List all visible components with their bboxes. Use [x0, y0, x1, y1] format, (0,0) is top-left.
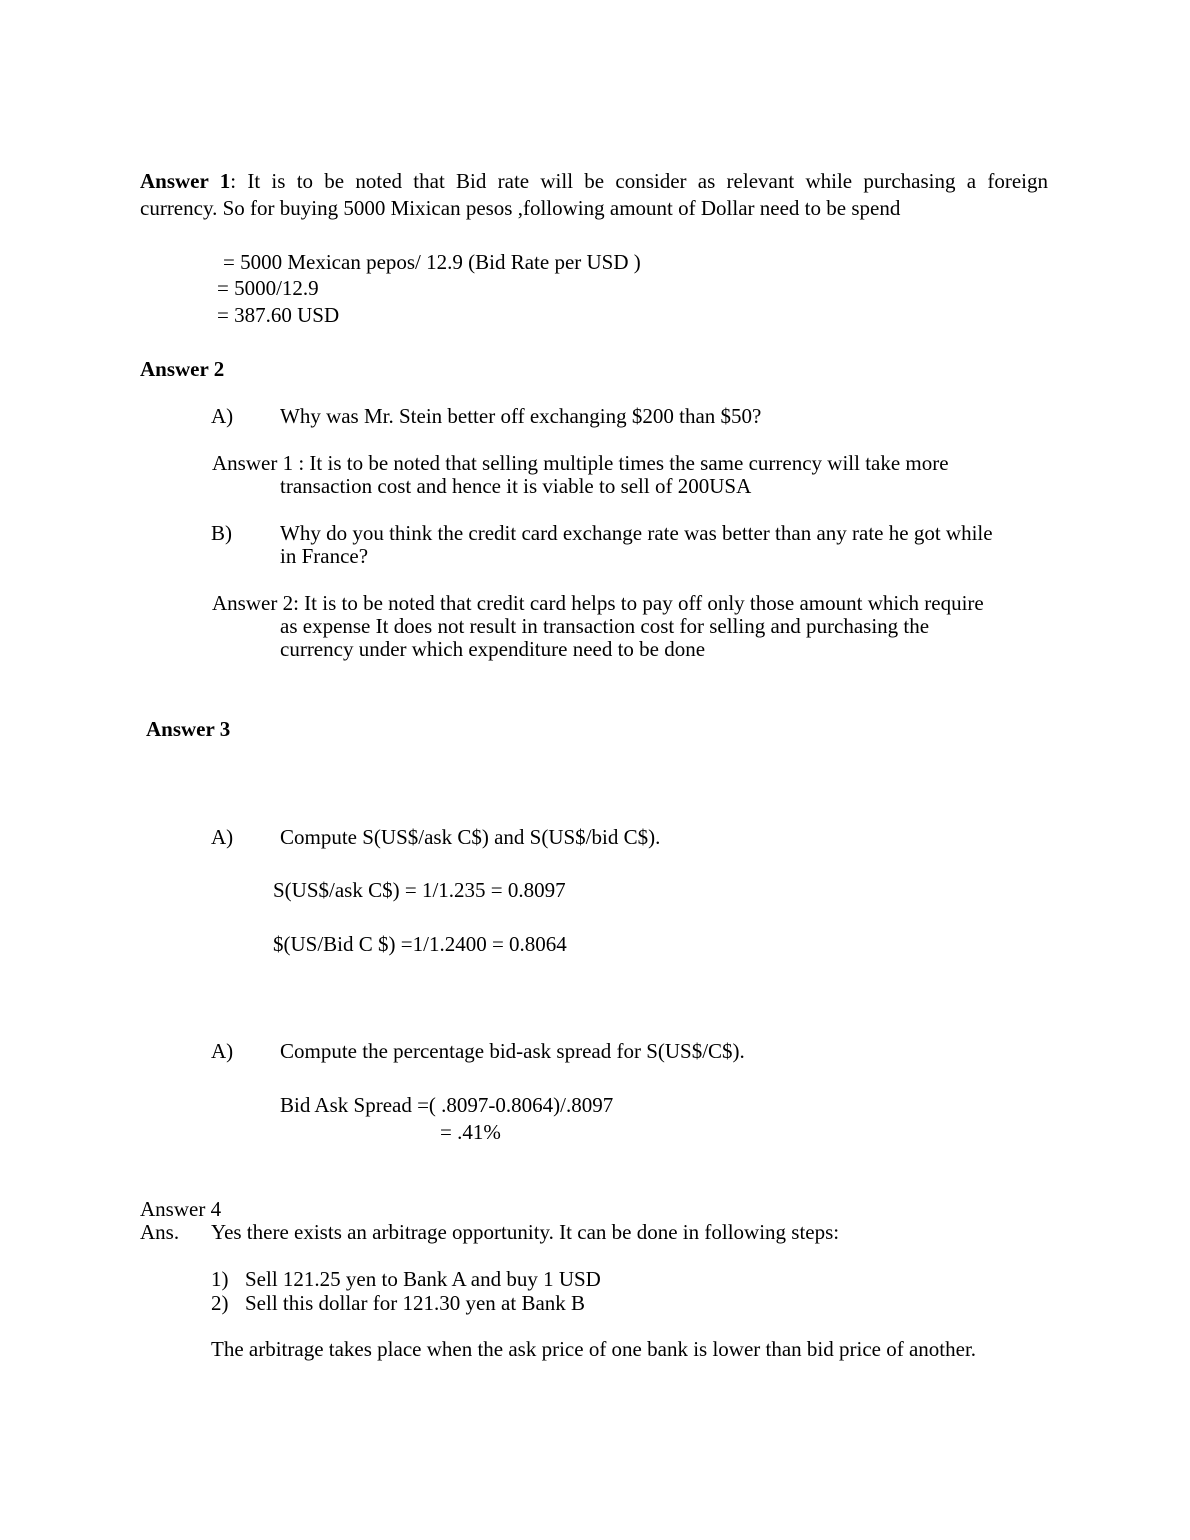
answer1-calc-1: = 5000 Mexican pepos/ 12.9 (Bid Rate per USD ): [223, 250, 641, 274]
answer3-heading: Answer 3: [146, 717, 231, 741]
answer2-qb-question-line2: in France?: [280, 544, 369, 568]
answer1-colon: :: [230, 169, 237, 193]
answer4-label: Ans.: [140, 1220, 180, 1244]
answer3-part2-line1: Bid Ask Spread =( .8097-0.8064)/.8097: [280, 1093, 614, 1117]
answer3-part2-line2: = .41%: [440, 1120, 501, 1144]
answer2-qa-marker: A): [211, 404, 234, 428]
answer2-qb-answer-line1: Answer 2: It is to be noted that credit card helps to pay off only those amount which require: [212, 591, 984, 615]
answer2-qb-answer-line3: currency under which expenditure need to be done: [280, 637, 706, 661]
answer2-heading: Answer 2: [140, 357, 225, 381]
answer4-step-2-num: 2): [211, 1291, 229, 1315]
answer1-line2: currency. So for buying 5000 Mixican pesos ,following amount of Dollar need to be spend: [140, 196, 901, 220]
answer3-part2-marker: A): [211, 1039, 234, 1063]
answer4-step-1-text: Sell 121.25 yen to Bank A and buy 1 USD: [245, 1267, 601, 1291]
answer1-heading: Answer 1: [140, 169, 231, 193]
answer2-qa-answer-line1: Answer 1 : It is to be noted that selling multiple times the same currency will take more: [212, 451, 949, 475]
answer3-part1-line1: S(US$/ask C$) = 1/1.235 = 0.8097: [273, 878, 566, 902]
answer1-calc-3: = 387.60 USD: [217, 303, 340, 327]
answer4-conclusion: The arbitrage takes place when the ask price of one bank is lower than bid price of another.: [211, 1337, 977, 1361]
answer1-line1-text: It is to be noted that Bid rate will be consider as relevant while purchasing a foreign: [247, 169, 1048, 193]
answer2-qa-answer-line2: transaction cost and hence it is viable to sell of 200USA: [280, 474, 752, 498]
answer2-qb-answer-line2: as expense It does not result in transaction cost for selling and purchasing the: [280, 614, 930, 638]
answer3-part1-line2: $(US/Bid C $) =1/1.2400 = 0.8064: [273, 932, 567, 956]
answer4-heading: Answer 4: [140, 1197, 222, 1221]
answer4-intro: Yes there exists an arbitrage opportunity. It can be done in following steps:: [211, 1220, 840, 1244]
answer1-line1: [140, 171, 1048, 192]
answer2-qa-question: Why was Mr. Stein better off exchanging $200 than $50?: [280, 404, 762, 428]
answer1-calc-2: = 5000/12.9: [217, 276, 319, 300]
answer4-step-1-num: 1): [211, 1267, 229, 1291]
answer2-qb-question-line1: Why do you think the credit card exchange rate was better than any rate he got while: [280, 521, 993, 545]
answer4-step-2-text: Sell this dollar for 121.30 yen at Bank B: [245, 1291, 586, 1315]
answer3-part1-marker: A): [211, 825, 234, 849]
answer3-part2-question: Compute the percentage bid-ask spread for S(US$/C$).: [280, 1039, 745, 1063]
answer3-part1-question: Compute S(US$/ask C$) and S(US$/bid C$).: [280, 825, 661, 849]
answer2-qb-marker: B): [211, 521, 232, 545]
